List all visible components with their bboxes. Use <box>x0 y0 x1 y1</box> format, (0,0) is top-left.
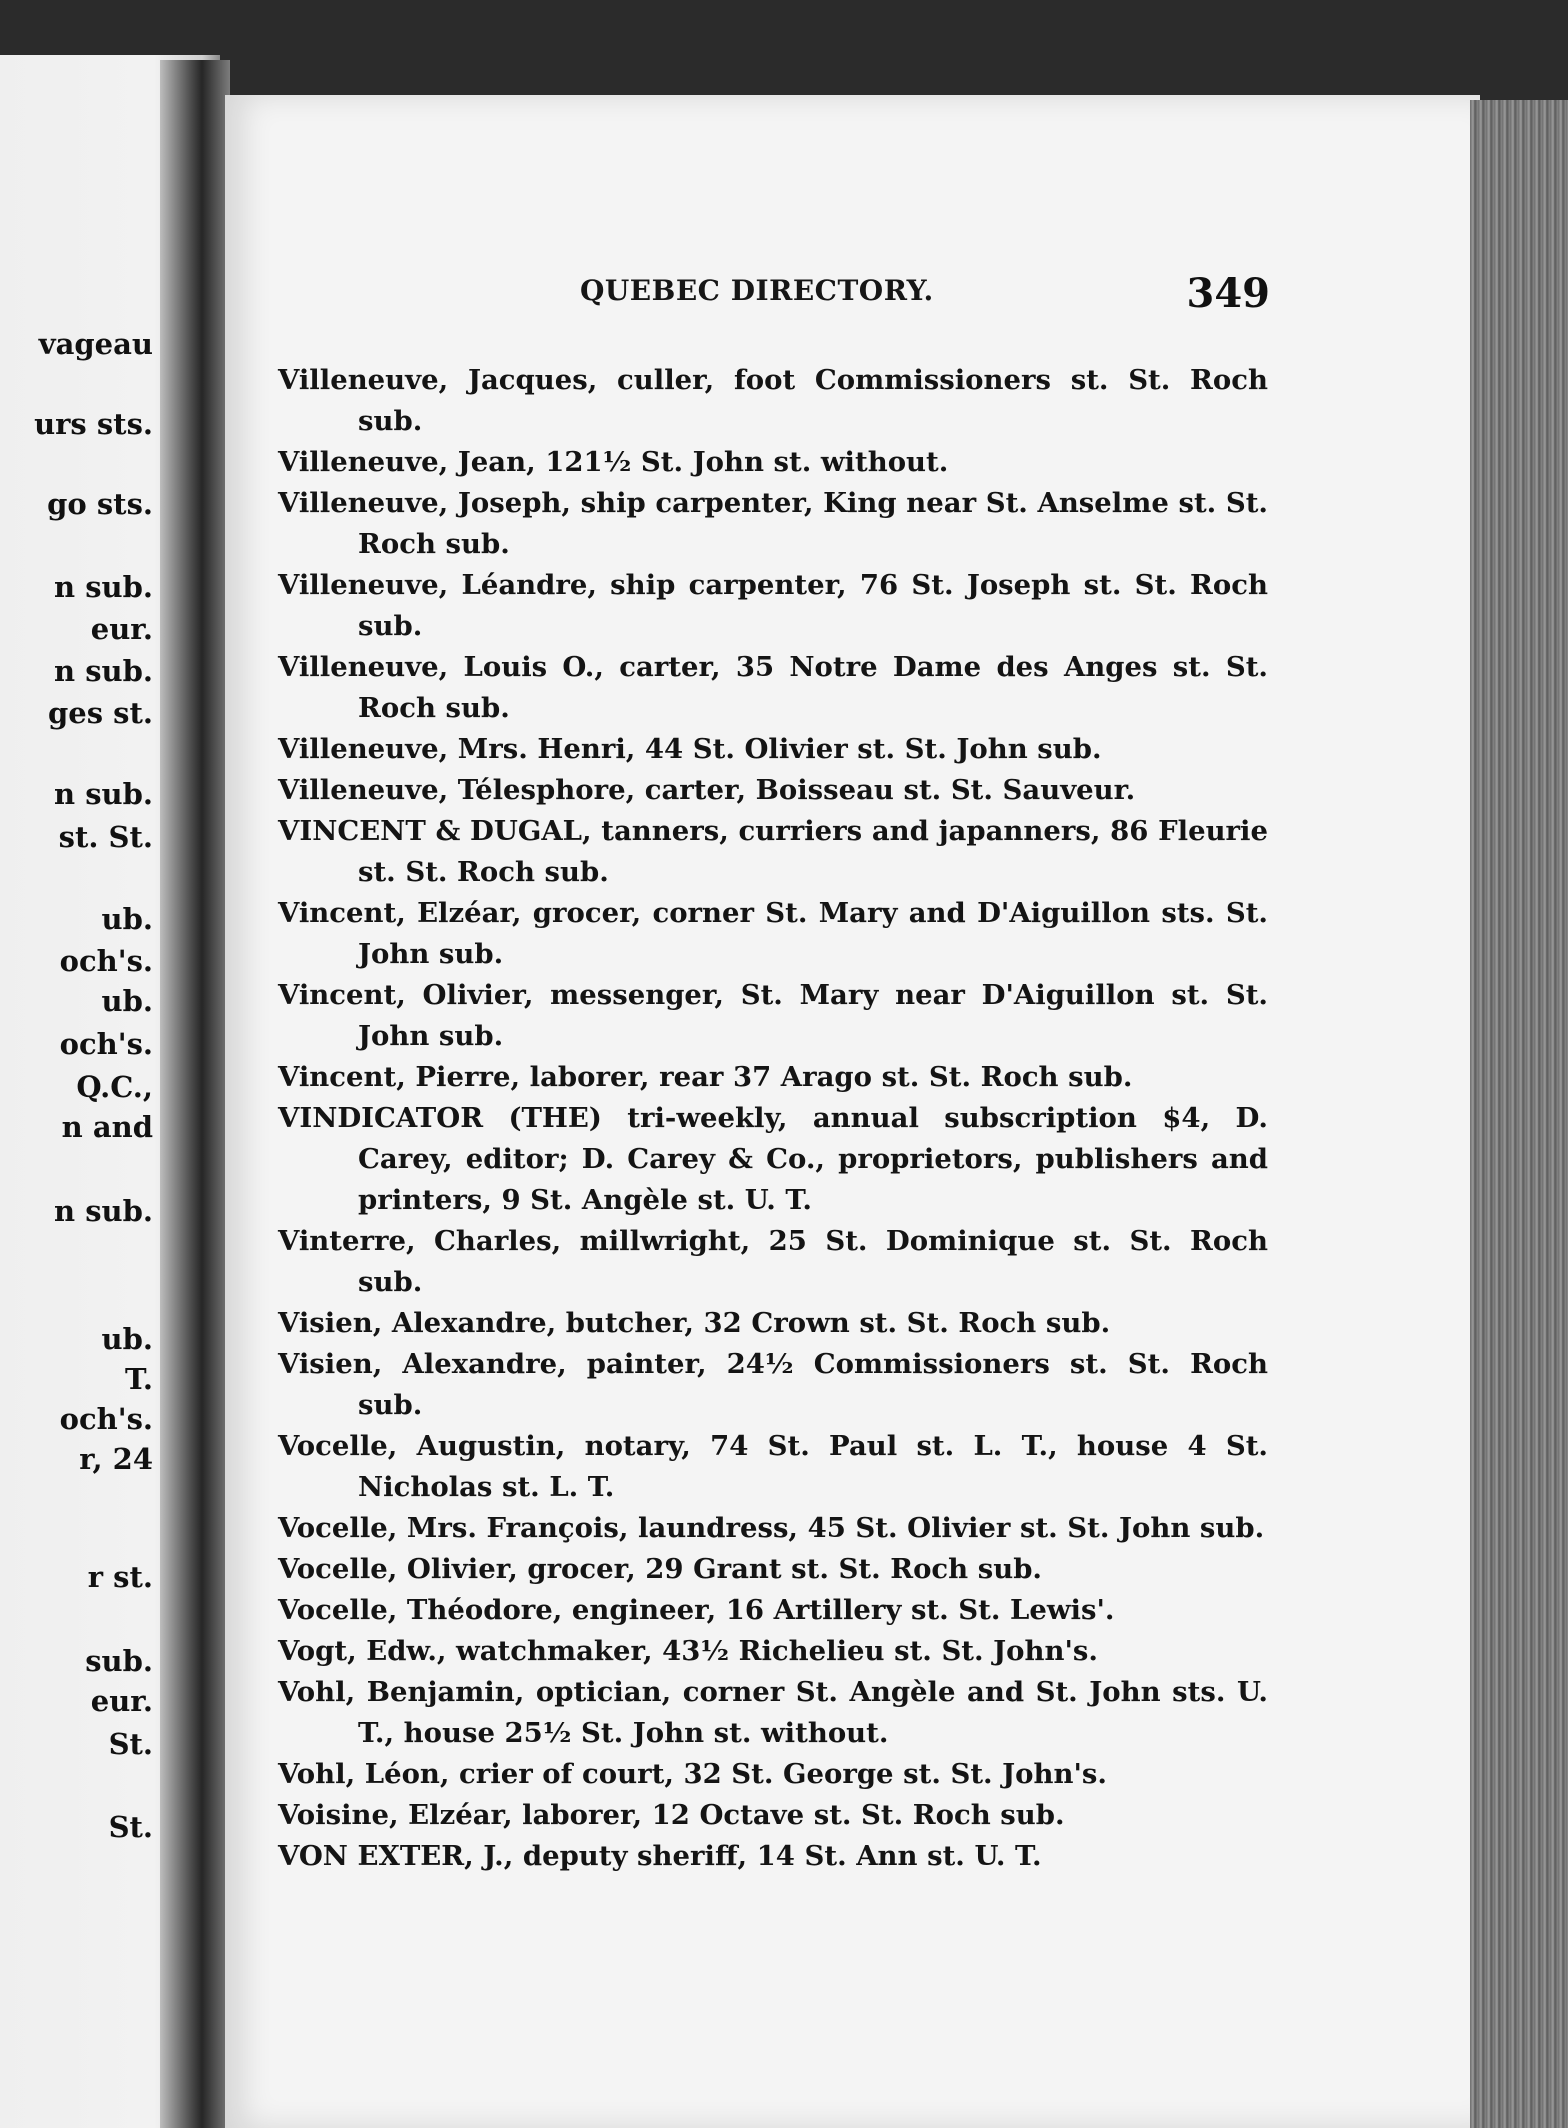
left-page-fragment: T. <box>125 1362 153 1396</box>
directory-entry: Vincent, Elzéar, grocer, corner St. Mary and D'Aiguillon sts. St. John sub. <box>278 897 1268 970</box>
left-page-fragment: ub. <box>101 902 153 936</box>
directory-entry: Vocelle, Mrs. François, laundress, 45 St. Olivier st. St. John sub. <box>278 1512 1265 1544</box>
left-page-fragment: vageau <box>38 327 153 361</box>
left-page-fragment: St. <box>108 1810 153 1844</box>
page-edges <box>1470 100 1568 2128</box>
directory-entry: Villeneuve, Louis O., carter, 35 Notre Dame des Anges st. St. Roch sub. <box>278 651 1268 724</box>
left-page-fragment: St. <box>108 1727 153 1761</box>
directory-entry: Visien, Alexandre, painter, 24½ Commissioners st. St. Roch sub. <box>278 1348 1268 1421</box>
directory-entry: VINDICATOR (THE) tri-weekly, annual subscription $4, D. Carey, editor; D. Carey & Co., proprietors, publishers and printers, 9 St. Angèle st. U. T. <box>278 1102 1268 1216</box>
left-page-fragment: n sub. <box>54 777 153 811</box>
directory-entry: Villeneuve, Léandre, ship carpenter, 76 St. Joseph st. St. Roch sub. <box>278 569 1268 642</box>
directory-entry: VON EXTER, J., deputy sheriff, 14 St. Ann st. U. T. <box>278 1840 1042 1872</box>
left-page-fragment: st. St. <box>58 820 153 854</box>
left-page-fragment: och's. <box>59 944 153 978</box>
directory-entry: Vocelle, Augustin, notary, 74 St. Paul st. L. T., house 4 St. Nicholas st. L. T. <box>278 1430 1268 1503</box>
left-page-fragment: n sub. <box>54 570 153 604</box>
directory-entry: Vohl, Benjamin, optician, corner St. Angèle and St. John sts. U. T., house 25½ St. John st. without. <box>278 1676 1268 1749</box>
left-page-fragment: ges st. <box>48 696 153 730</box>
left-page-fragment: n sub. <box>54 654 153 688</box>
book-gutter <box>160 60 230 2128</box>
page-number: 349 <box>1186 270 1270 317</box>
left-page-fragment: ub. <box>101 984 153 1018</box>
left-page-fragment: urs sts. <box>34 407 153 441</box>
directory-entry: Vinterre, Charles, millwright, 25 St. Dominique st. St. Roch sub. <box>278 1225 1268 1298</box>
directory-entry: Vogt, Edw., watchmaker, 43½ Richelieu st. St. John's. <box>278 1635 1098 1667</box>
directory-entry: Visien, Alexandre, butcher, 32 Crown st. St. Roch sub. <box>278 1307 1111 1339</box>
left-page-fragment: r, 24 <box>79 1442 153 1476</box>
directory-entry: Vohl, Léon, crier of court, 32 St. George st. St. John's. <box>278 1758 1107 1790</box>
left-page-fragment: go sts. <box>47 487 153 521</box>
directory-entry: Voisine, Elzéar, laborer, 12 Octave st. St. Roch sub. <box>278 1799 1065 1831</box>
left-page-fragment: sub. <box>85 1644 153 1678</box>
left-page-fragment: eur. <box>90 612 153 646</box>
directory-entry: Villeneuve, Mrs. Henri, 44 St. Olivier st. St. John sub. <box>278 733 1102 765</box>
directory-entries <box>278 360 1268 1877</box>
left-page-fragment: n and <box>61 1110 153 1144</box>
left-page-fragment: n sub. <box>54 1194 153 1228</box>
page-header <box>580 270 1270 320</box>
left-page-fragment: ub. <box>101 1322 153 1356</box>
left-page-fragment: r st. <box>87 1560 153 1594</box>
directory-entry: VINCENT & DUGAL, tanners, curriers and japanners, 86 Fleurie st. St. Roch sub. <box>278 815 1268 888</box>
directory-entry: Vocelle, Théodore, engineer, 16 Artillery st. St. Lewis'. <box>278 1594 1115 1626</box>
directory-entry: Villeneuve, Joseph, ship carpenter, King near St. Anselme st. St. Roch sub. <box>278 487 1268 560</box>
left-page-fragment: och's. <box>59 1027 153 1061</box>
running-title: QUEBEC DIRECTORY. <box>580 274 934 307</box>
left-page-fragment: och's. <box>59 1402 153 1436</box>
directory-entry: Villeneuve, Jacques, culler, foot Commissioners st. St. Roch sub. <box>278 364 1268 437</box>
left-page-fragment: eur. <box>90 1684 153 1718</box>
left-page-fragment: Q.C., <box>76 1070 153 1104</box>
directory-entry: Vincent, Olivier, messenger, St. Mary near D'Aiguillon st. St. John sub. <box>278 979 1268 1052</box>
directory-entry: Villeneuve, Télesphore, carter, Boisseau st. St. Sauveur. <box>278 774 1136 806</box>
directory-entry: Villeneuve, Jean, 121½ St. John st. without. <box>278 446 949 478</box>
directory-entry: Vincent, Pierre, laborer, rear 37 Arago st. St. Roch sub. <box>278 1061 1133 1093</box>
directory-entry: Vocelle, Olivier, grocer, 29 Grant st. St. Roch sub. <box>278 1553 1043 1585</box>
